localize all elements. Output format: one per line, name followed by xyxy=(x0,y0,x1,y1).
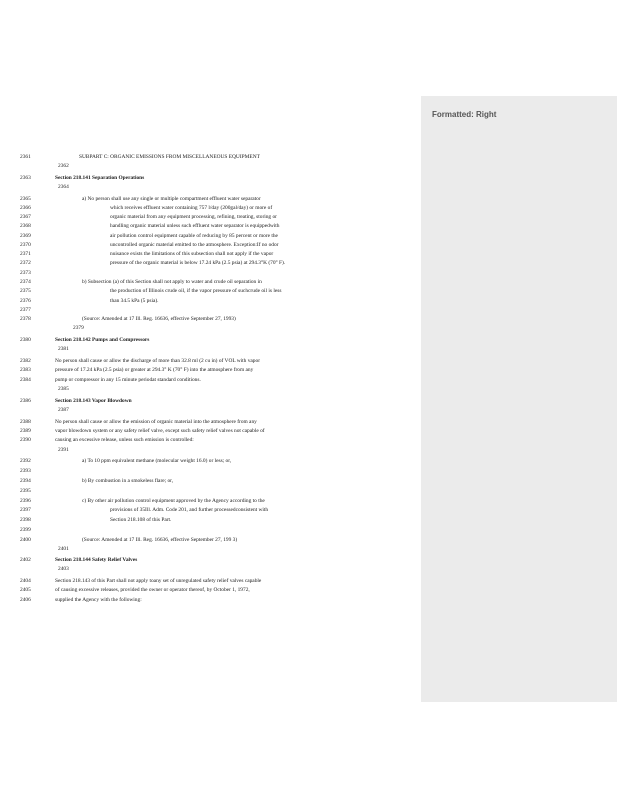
paragraph-text: No person shall cause or allow the discharge of more than 32.8 ml (2 cu in) of VOL with vapor xyxy=(55,358,260,364)
line-2365 xyxy=(0,195,421,204)
line-number: 2389 xyxy=(20,428,31,434)
paragraph-text: pump or compressor in any 15 minute periodat standard conditions. xyxy=(55,377,201,383)
line-number: 2382 xyxy=(20,358,31,364)
line-2362 xyxy=(0,162,421,171)
line-2392 xyxy=(0,457,421,466)
line-number: 2366 xyxy=(20,205,31,211)
line-2376 xyxy=(0,297,421,306)
line-2364 xyxy=(0,183,421,192)
line-number: 2369 xyxy=(20,233,31,239)
paragraph-text: pressure of the organic material is below 17.24 kPa (2.5 psia) at 294.3°K (70° F). xyxy=(110,260,286,266)
line-number: 2384 xyxy=(20,377,31,383)
line-2390 xyxy=(0,436,421,445)
line-number: 2367 xyxy=(20,214,31,220)
paragraph-text: air pollution control equipment capable of reducing by 85 percent or more the xyxy=(110,233,278,239)
line-2403 xyxy=(0,565,421,574)
line-2369 xyxy=(0,232,421,241)
line-number: 2365 xyxy=(20,196,31,202)
line-number: 2376 xyxy=(20,298,31,304)
paragraph-text: nuisance exists the limitations of this subsection shall not apply if the vapor xyxy=(110,251,274,257)
line-number: 2394 xyxy=(20,478,31,484)
subpart-heading: SUBPART C: ORGANIC EMISSIONS FROM MISCELLANEOUS EQUIPMENT xyxy=(79,154,260,160)
source-note: (Source: Amended at 17 Ill. Reg. 16636, effective September 27, 1993) xyxy=(82,316,236,322)
paragraph-text: than 34.5 kPa (5 psia). xyxy=(110,298,159,304)
line-2363 xyxy=(0,174,421,183)
line-2399 xyxy=(0,526,421,535)
paragraph-text: a) No person shall use any single or multiple compartment effluent water separator xyxy=(82,196,261,202)
line-number: 2400 xyxy=(20,537,31,543)
line-2406 xyxy=(0,596,421,605)
line-2361 xyxy=(0,153,421,162)
list-item: c) By other air pollution control equipment approved by the Agency according to the xyxy=(82,498,265,504)
line-2402 xyxy=(0,556,421,565)
line-number: 2392 xyxy=(20,458,31,464)
section-heading: Section 218.142 Pumps and Compressors xyxy=(55,337,150,343)
line-2381 xyxy=(0,345,421,354)
line-number: 2404 xyxy=(20,578,31,584)
line-number: 2397 xyxy=(20,507,31,513)
line-2398 xyxy=(0,516,421,525)
line-2384 xyxy=(0,376,421,385)
line-2397 xyxy=(0,506,421,515)
line-number: 2401 xyxy=(58,546,69,552)
line-2386 xyxy=(0,397,421,406)
comments-pane xyxy=(421,96,617,702)
paragraph-text: vapor blowdown system or any safety relief valve, except such safety relief valves not capable of xyxy=(55,428,265,434)
line-number: 2372 xyxy=(20,260,31,266)
line-2368 xyxy=(0,222,421,231)
line-2374 xyxy=(0,278,421,287)
paragraph-text: b) Subsection (a) of this Section shall not apply to water and crude oil separation in xyxy=(82,279,262,285)
paragraph-text: uncontrolled organic material emitted to the atmosphere. Exception:If no odor xyxy=(110,242,279,248)
line-number: 2380 xyxy=(20,337,31,343)
paragraph-text: No person shall cause or allow the emission of organic material into the atmosphere from any xyxy=(55,419,257,425)
line-2394 xyxy=(0,477,421,486)
paragraph-text: handling organic material unless such effluent water separator is equippedwith xyxy=(110,223,280,229)
source-note: (Source: Amended at 17 Ill. Reg. 16636, effective September 27, 199 3) xyxy=(82,537,238,543)
line-number: 2370 xyxy=(20,242,31,248)
line-2383 xyxy=(0,366,421,375)
line-2373 xyxy=(0,269,421,278)
paragraph-text: organic material from any equipment processing, refining, treating, storing or xyxy=(110,214,277,220)
line-number: 2393 xyxy=(20,468,31,474)
line-number: 2374 xyxy=(20,279,31,285)
line-2401 xyxy=(0,545,421,554)
line-2382 xyxy=(0,357,421,366)
line-2393 xyxy=(0,467,421,476)
line-number: 2405 xyxy=(20,587,31,593)
line-2404 xyxy=(0,577,421,586)
line-number: 2378 xyxy=(20,316,31,322)
line-2377 xyxy=(0,306,421,315)
line-number: 2399 xyxy=(20,527,31,533)
line-number: 2395 xyxy=(20,488,31,494)
line-number: 2377 xyxy=(20,307,31,313)
line-2395 xyxy=(0,487,421,496)
line-number: 2381 xyxy=(58,346,69,352)
line-2400 xyxy=(0,536,421,545)
line-number: 2406 xyxy=(20,597,31,603)
line-number: 2386 xyxy=(20,398,31,404)
line-2378 xyxy=(0,315,421,324)
line-2385 xyxy=(0,385,421,394)
line-number: 2371 xyxy=(20,251,31,257)
paragraph-text: causing an excessive release, unless such emission is controlled: xyxy=(55,437,194,443)
paragraph-text: of causing excessive releases, provided the owner or operator thereof, by October 1, 1972, xyxy=(55,587,250,593)
paragraph-text: which receives effluent water containing 757 l/day (200gal/day) or more of xyxy=(110,205,273,211)
line-2367 xyxy=(0,213,421,222)
section-heading: Section 218.141 Separation Operations xyxy=(55,175,145,181)
line-number: 2368 xyxy=(20,223,31,229)
list-item: b) By combustion in a smokeless flare; or, xyxy=(82,478,174,484)
section-heading: Section 218.143 Vapor Blowdown xyxy=(55,398,132,404)
line-number: 2375 xyxy=(20,288,31,294)
line-2371 xyxy=(0,250,421,259)
paragraph-text: supplied the Agency with the following: xyxy=(55,597,142,603)
line-number: 2373 xyxy=(20,270,31,276)
section-heading: Section 218.144 Safety Relief Valves xyxy=(55,557,138,563)
line-number: 2387 xyxy=(58,407,69,413)
line-2372 xyxy=(0,259,421,268)
line-number: 2364 xyxy=(58,184,69,190)
line-number: 2362 xyxy=(58,163,69,169)
line-2379 xyxy=(0,324,421,333)
list-item: a) To 10 ppm equivalent methane (molecular weight 16.0) or less; or, xyxy=(82,458,232,464)
line-number: 2363 xyxy=(20,175,31,181)
line-2387 xyxy=(0,406,421,415)
list-item: provisions of 35Ill. Adm. Code 201, and further processedconsistent with xyxy=(110,507,269,513)
line-2380 xyxy=(0,336,421,345)
line-number: 2402 xyxy=(20,557,31,563)
line-number: 2398 xyxy=(20,517,31,523)
list-item: Section 218.108 of this Part. xyxy=(110,517,172,523)
line-number: 2361 xyxy=(20,154,31,160)
comment-label: Formatted: Right xyxy=(432,110,497,119)
paragraph-text: the production of Illinois crude oil, if the vapor pressure of suchcrude oil is less xyxy=(110,288,282,294)
paragraph-text: pressure of 17.24 kPa (2.5 psia) or greater at 294.3° K (70° F) into the atmosphere from any xyxy=(55,367,254,373)
paragraph-text: Section 218.143 of this Part shall not apply toany set of unregulated safety relief valves capable xyxy=(55,578,262,584)
line-number: 2396 xyxy=(20,498,31,504)
line-2388 xyxy=(0,418,421,427)
line-number: 2391 xyxy=(58,447,69,453)
line-number: 2379 xyxy=(73,325,84,331)
line-2396 xyxy=(0,497,421,506)
line-2366 xyxy=(0,204,421,213)
line-number: 2390 xyxy=(20,437,31,443)
line-number: 2385 xyxy=(58,386,69,392)
line-2405 xyxy=(0,586,421,595)
line-2389 xyxy=(0,427,421,436)
line-number: 2383 xyxy=(20,367,31,373)
line-2370 xyxy=(0,241,421,250)
line-number: 2388 xyxy=(20,419,31,425)
line-number: 2403 xyxy=(58,566,69,572)
line-2391 xyxy=(0,446,421,455)
line-2375 xyxy=(0,287,421,296)
